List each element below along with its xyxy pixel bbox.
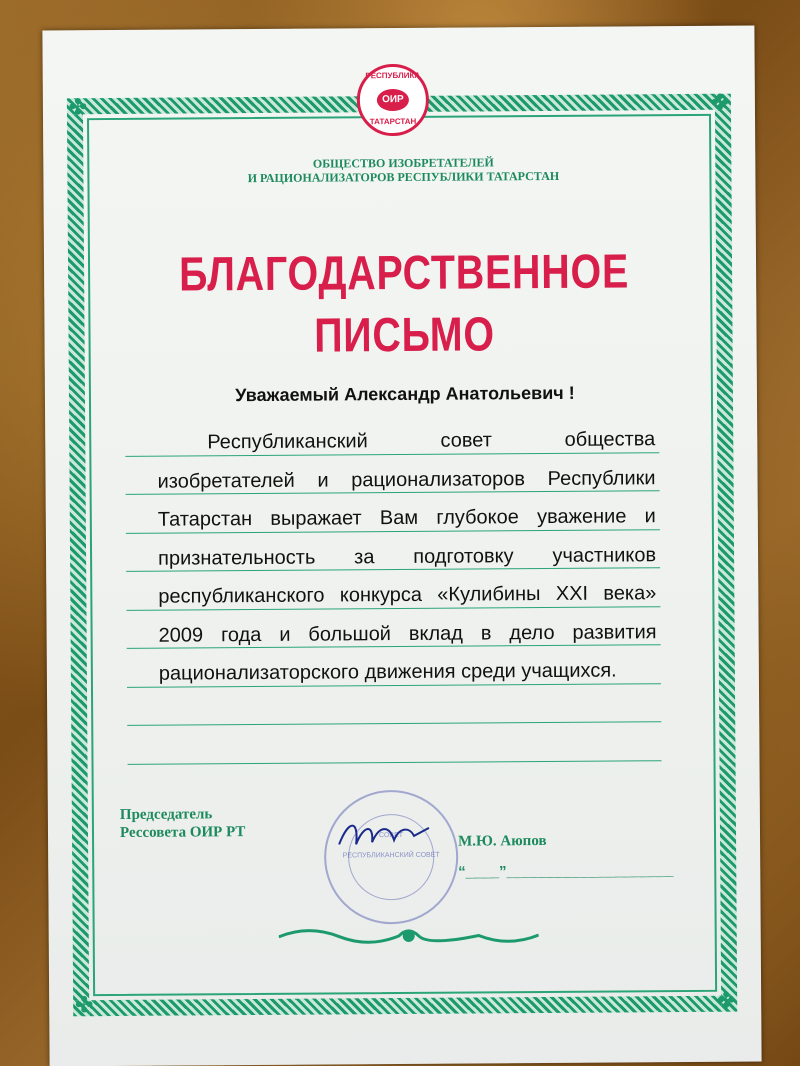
corner-ornament-icon: ✤ <box>68 94 88 120</box>
logo-top-text: РЕСПУБЛИКА <box>365 70 421 81</box>
logo-bottom-text: ТАТАРСТАН <box>369 116 417 127</box>
bottom-ornament-icon <box>279 923 539 949</box>
signatory-role <box>120 805 246 842</box>
corner-ornament-icon: ✤ <box>710 89 730 115</box>
oir-logo <box>357 64 430 137</box>
corner-ornament-icon: ✤ <box>74 992 94 1018</box>
title-line-2: ПИСЬМО <box>314 308 496 363</box>
organization-line-1: ОБЩЕСТВО ИЗОБРЕТАТЕЛЕЙ <box>312 155 494 171</box>
signatory-role-line-2: Рессовета ОИР РТ <box>119 824 246 841</box>
organization-line-2: И РАЦИОНАЛИЗАТОРОВ РЕСПУБЛИКИ ТАТАРСТАН <box>247 168 560 186</box>
title-line-1: БЛАГОДАРСТВЕННОЕ <box>178 245 630 302</box>
handwritten-signature <box>334 814 434 855</box>
letter-body: Республиканский совет общества изобретателей и рационализаторов Республики Татарстан выражает Вам глубокое уважение и признательность за подготовку участников республиканского конкурса «Кулибины XXI века» 2009 года и большой вклад в дело развития рационализаторского движения среди учащихся. <box>157 428 657 685</box>
logo-center-text: ОИР <box>377 89 409 111</box>
certificate-paper <box>42 26 761 1066</box>
organization-name <box>163 154 643 185</box>
corner-ornament-icon: ✤ <box>716 987 736 1013</box>
signatory-name: М.Ю. Аюпов <box>458 832 547 850</box>
date-field: “____”____________________ <box>458 862 674 881</box>
official-stamp <box>324 790 459 925</box>
stamp-center-text: РЕСПУБЛИКАНСКИЙ СОВЕТ <box>342 851 440 860</box>
greeting: Уважаемый Александр Анатольевич ! <box>235 382 575 406</box>
signatory-role-line-1: Председатель <box>119 806 213 823</box>
ruled-line <box>127 722 661 764</box>
stamp-top-text: СОВЕТ <box>379 832 404 840</box>
